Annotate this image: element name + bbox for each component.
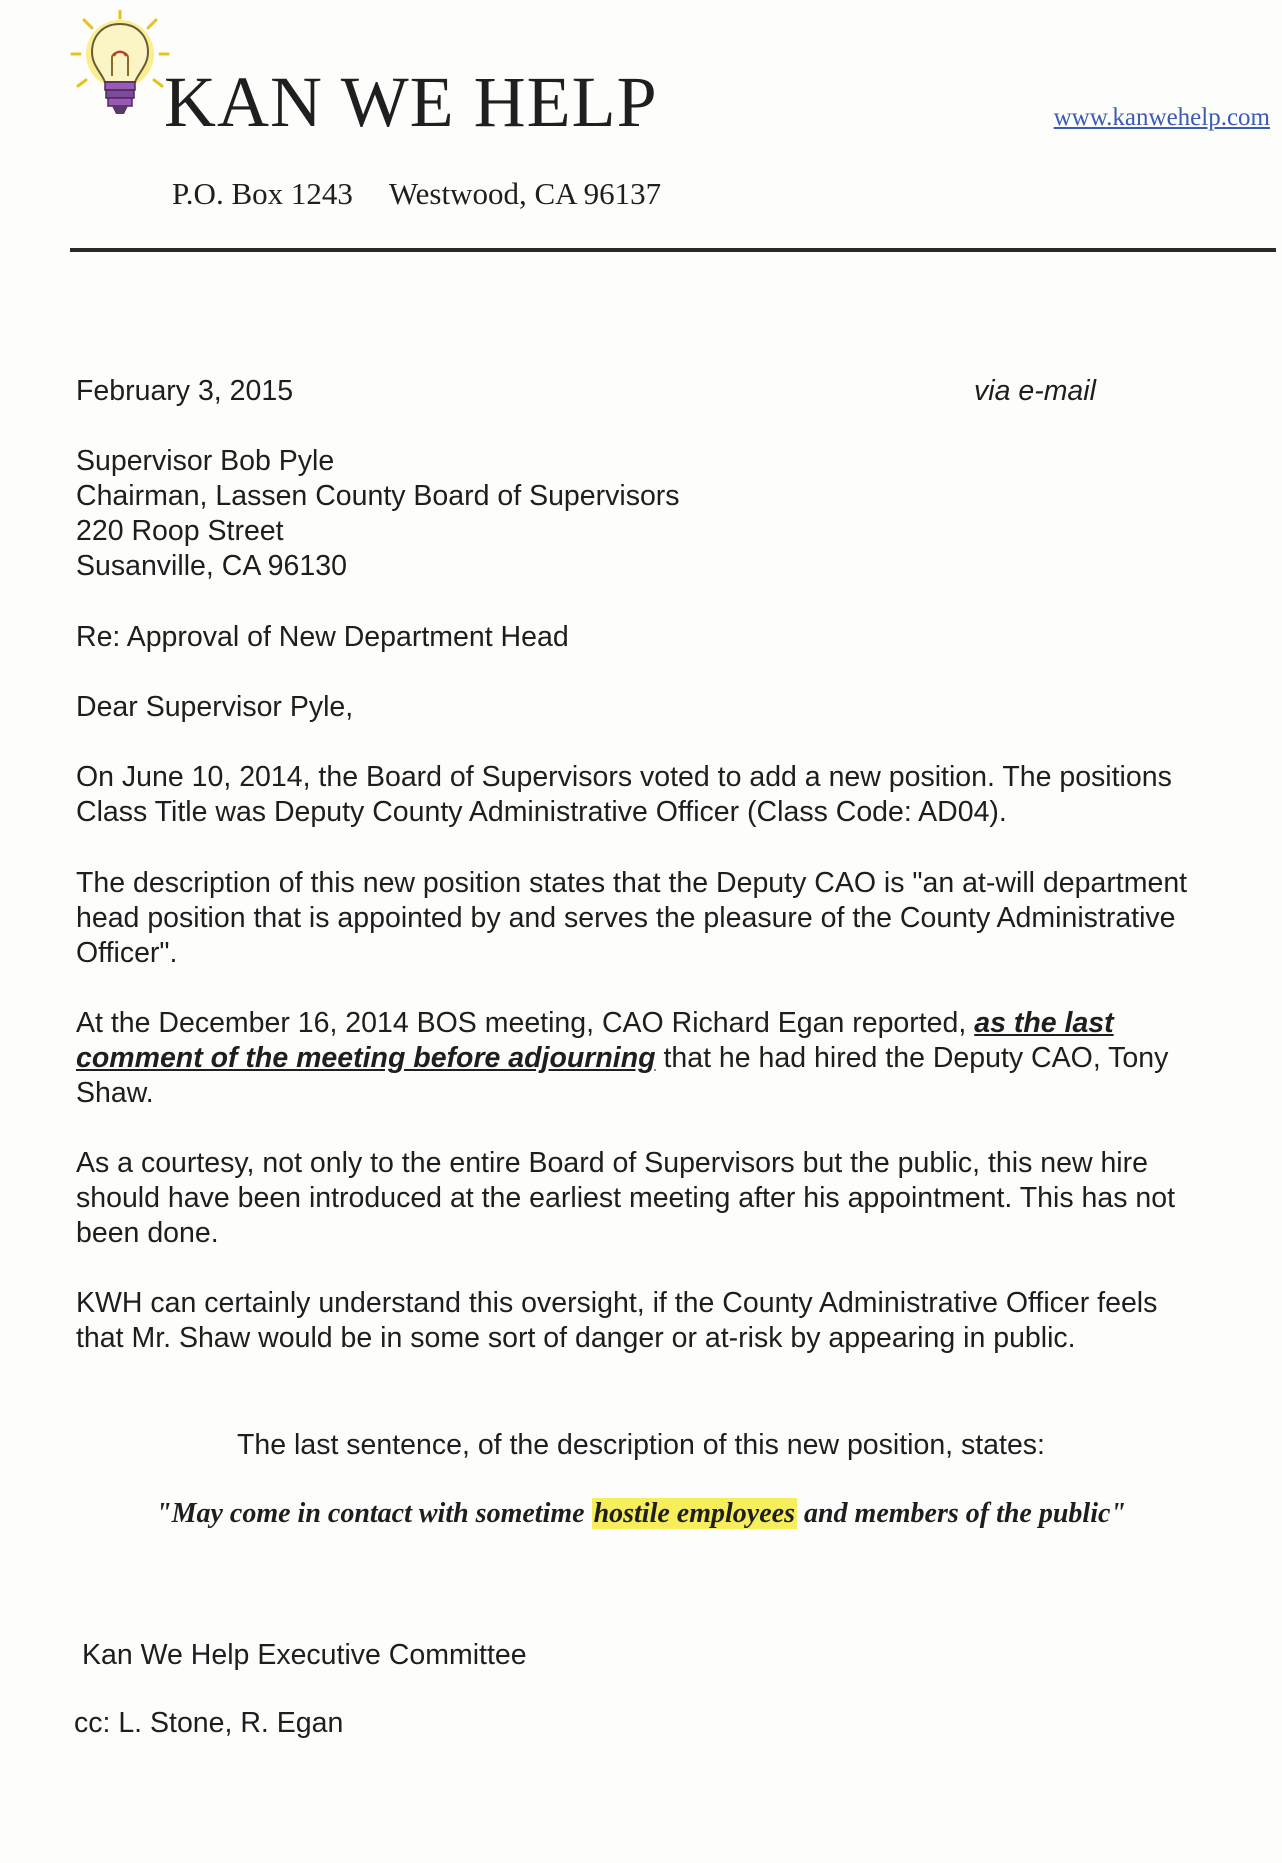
paragraph-2 — [76, 866, 1276, 971]
recipient-line: Supervisor Bob Pyle — [76, 445, 335, 477]
po-box: P.O. Box 1243 — [172, 176, 353, 211]
signature-block: Kan We Help Executive Committee — [82, 1639, 527, 1671]
quote-text: and members of the public" — [796, 1498, 1126, 1529]
paragraph-line: The description of this new position states that the Deputy CAO is "an at-will department — [76, 867, 1188, 899]
paragraph-5 — [76, 1286, 1276, 1356]
paragraph-line: been done. — [76, 1217, 219, 1249]
paragraph-text: At the December 16, 2014 BOS meeting, CAO Richard Egan reported, — [76, 1007, 975, 1039]
recipient-line: 220 Roop Street — [76, 515, 284, 547]
paragraph-line: As a courtesy, not only to the entire Board of Supervisors but the public, this new hire — [76, 1147, 1148, 1179]
org-name: KAN WE HELP — [164, 62, 658, 142]
recipient-address — [76, 444, 680, 584]
quote-text: "May come in contact with sometime — [156, 1498, 592, 1529]
paragraph-4 — [76, 1146, 1276, 1251]
website-link[interactable]: www.kanwehelp.com — [1053, 104, 1270, 131]
quoted-sentence — [0, 1498, 1282, 1530]
highlighted-text: hostile employees — [593, 1498, 795, 1529]
lightbulb-icon — [70, 10, 170, 130]
emphasized-text: as the last — [974, 1007, 1114, 1039]
city-state-zip: Westwood, CA 96137 — [388, 176, 662, 211]
letter-date: February 3, 2015 — [76, 375, 294, 407]
paragraph-1 — [76, 760, 1276, 830]
emphasized-text: comment of the meeting before adjourning — [76, 1042, 656, 1074]
paragraph-line: that Mr. Shaw would be in some sort of danger or at-risk by appearing in public. — [76, 1322, 1076, 1354]
delivery-method: via e-mail — [974, 375, 1096, 407]
paragraph-line — [76, 1006, 1276, 1041]
quote-intro: The last sentence, of the description of this new position, states: — [237, 1429, 1045, 1461]
paragraph-3 — [76, 1006, 1276, 1111]
paragraph-line: On June 10, 2014, the Board of Supervisors voted to add a new position. The positions — [76, 761, 1172, 793]
paragraph-line — [76, 1041, 1276, 1076]
paragraph-line: head position that is appointed by and serves the pleasure of the County Administrative — [76, 902, 1176, 934]
paragraph-text: that he had hired the Deputy CAO, Tony — [655, 1042, 1169, 1074]
paragraph-line: Shaw. — [76, 1077, 154, 1109]
paragraph-line: Officer". — [76, 937, 178, 969]
paragraph-line: KWH can certainly understand this oversight, if the County Administrative Officer feels — [76, 1287, 1158, 1319]
subject-line: Re: Approval of New Department Head — [76, 621, 569, 653]
recipient-line: Chairman, Lassen County Board of Supervisors — [76, 480, 680, 512]
paragraph-line: Class Title was Deputy County Administrative Officer (Class Code: AD04). — [76, 796, 1007, 828]
recipient-line: Susanville, CA 96130 — [76, 550, 347, 582]
letterhead-divider — [70, 248, 1276, 252]
salutation: Dear Supervisor Pyle, — [76, 691, 354, 723]
letterhead-address — [172, 176, 697, 212]
cc-line: cc: L. Stone, R. Egan — [74, 1707, 344, 1739]
paragraph-line: should have been introduced at the earliest meeting after his appointment. This has not — [76, 1182, 1176, 1214]
